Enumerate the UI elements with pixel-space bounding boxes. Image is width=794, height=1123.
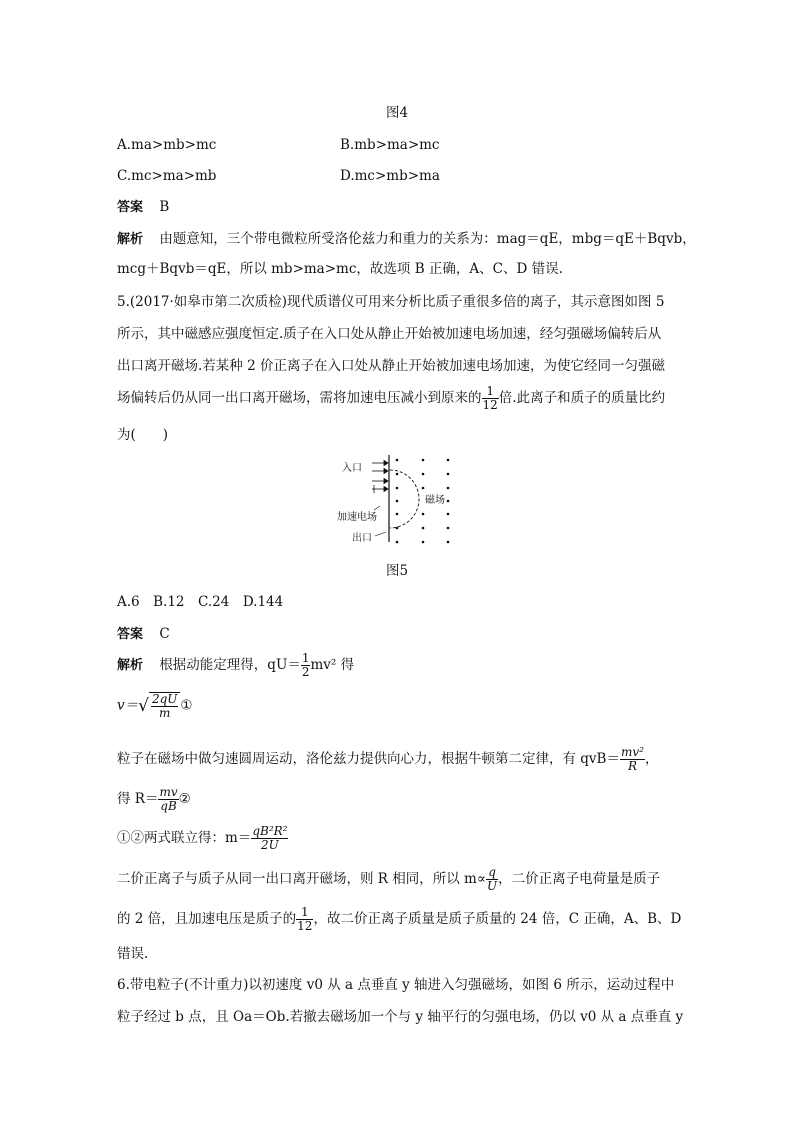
analysis-label: 解析	[117, 658, 144, 673]
figure-5-caption: 图5	[386, 563, 409, 579]
fraction: $\frac{q}{U}$	[486, 865, 498, 893]
label-accel: 加速电场	[337, 512, 377, 523]
q5-answer	[117, 625, 170, 644]
q5-analysis-line-8: 错误.	[117, 946, 149, 962]
q5-stem-line-2: 所示，其中磁感应强度恒定.质子在入口处从静止开始被加速电场加速，经匀强磁场偏转后从	[117, 326, 662, 342]
square-root: $\frac{2qU}{m}$	[149, 692, 180, 720]
q5-analysis-line-2: v＝√ $\frac{2qU}{m}$ ①	[117, 692, 193, 720]
ion-path	[390, 470, 419, 528]
fraction: $\frac{1}{12}$	[297, 905, 313, 933]
q5-stem-line-3: 出口离开磁场.若某种 2 价正离子在入口处从静止开始被加速电场加速，为使它经同一匀强磁	[117, 358, 665, 374]
fraction: $\frac{1}{12}$	[482, 384, 498, 412]
q4-option-d: D.mc>mb>ma	[340, 168, 440, 184]
q5-stem-line-4: 场偏转后仍从同一出口离开磁场，需将加速电压减小到原来的 $\frac{1}{12}$ 倍.此离子和质子的质量比约	[117, 384, 666, 412]
answer-label: 答案	[117, 200, 144, 215]
q5-stem-line-5: 为( )	[117, 427, 169, 443]
q4-option-c: C.mc>ma>mb	[117, 168, 217, 184]
q5-analysis-line-7: 的 2 倍，且加速电压是质子的 $\frac{1}{12}$ ，故二价正离子质量是质子质量的 24 倍，C 正确，A、B、D	[117, 905, 682, 933]
q6-stem-line-2: 粒子经过 b 点，且 Oa＝Ob.若撤去磁场加一个与 y 轴平行的匀强电场，仍以 v0 从 a 点垂直 y	[117, 1009, 684, 1025]
figure-4-caption: 图4	[386, 105, 409, 121]
analysis-label: 解析	[117, 232, 144, 247]
fraction: $\frac{1}{2}$	[301, 651, 310, 679]
q5-stem-line-1: 5.(2017·如皋市第二次质检)现代质谱仪可用来分析比质子重很多倍的离子，其示意图如图 5	[117, 294, 665, 310]
q5-analysis-line-6: 二价正离子与质子从同一出口离开磁场，则 R 相同，所以 m∝ $\frac{q}{U}$ ，二价正离子电荷量是质子	[117, 865, 661, 893]
q5-options: A.6 B.12 C.24 D.144	[117, 594, 284, 610]
fraction: $\frac{mv}{qB}$	[159, 785, 178, 813]
fraction: $\frac{\text{qB²R²}}{2U}$	[252, 824, 288, 852]
answer-value: C	[159, 626, 170, 642]
q6-stem-line-1: 6.带电粒子(不计重力)以初速度 v0 从 a 点垂直 y 轴进入匀强磁场，如图 6 所示，运动过程中	[117, 977, 675, 993]
q5-analysis-line-4: 得 R＝ $\frac{mv}{qB}$ ②	[117, 785, 191, 813]
fraction: $\frac{\text{mv²}}{R}$	[620, 745, 644, 773]
label-entrance: 入口	[342, 463, 362, 474]
q4-analysis-line-1: 解析 由题意知，三个带电微粒所受洛伦兹力和重力的关系为：mag＝qE，mbg＝qE＋Bqvb，	[117, 231, 696, 247]
q5-analysis-line-3: 粒子在磁场中做匀速圆周运动，洛伦兹力提供向心力，根据牛顿第二定律，有 qvB＝ $\frac{\text{mv²}}{R}$ ，	[117, 745, 659, 773]
figure-5-diagram	[330, 452, 470, 552]
field-arrows	[372, 461, 388, 494]
q5-analysis-line-5: ①②两式联立得：m＝ $\frac{\text{qB²R²}}{2U}$	[117, 824, 288, 852]
q4-analysis-line-2: mcg＋Bqvb＝qE，所以 mb>ma>mc，故选项 B 正确，A、C、D 错误.	[117, 261, 563, 277]
q4-option-a: A.ma>mb>mc	[117, 137, 217, 153]
label-exit: 出口	[352, 533, 372, 544]
label-field: 磁场	[425, 495, 445, 506]
answer-label: 答案	[117, 627, 144, 642]
q4-answer	[117, 198, 169, 217]
q4-option-b: B.mb>ma>mc	[340, 137, 440, 153]
answer-value: B	[159, 199, 170, 215]
q5-analysis-line-1: 解析 根据动能定理得，qU＝ $\frac{1}{2}$ mv² 得	[117, 651, 355, 679]
